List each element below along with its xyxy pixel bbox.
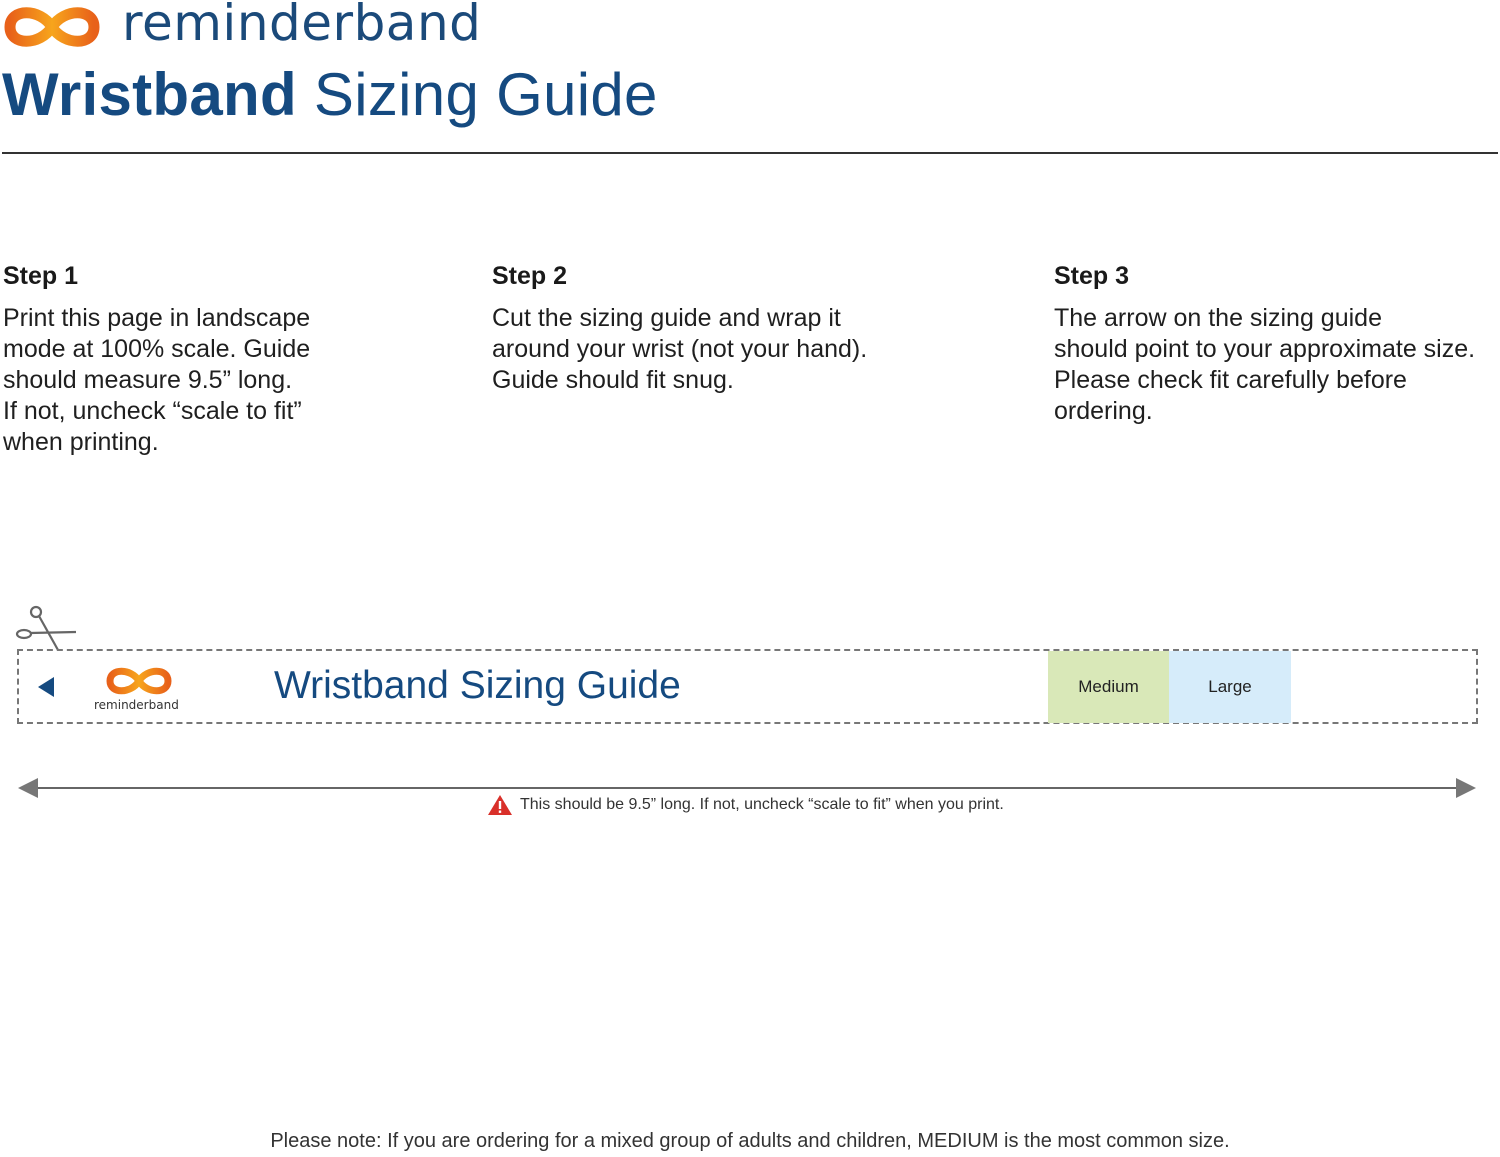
warning-icon xyxy=(487,794,513,816)
infinity-logo-icon xyxy=(2,2,102,52)
step-1-line: should measure 9.5” long. xyxy=(3,366,293,394)
step-1-heading: Step 1 xyxy=(3,262,79,290)
strip-logo-text: reminderband xyxy=(94,698,179,712)
step-3-text xyxy=(1054,303,1494,427)
step-3-line: The arrow on the sizing guide xyxy=(1054,304,1382,332)
arrow-left-icon xyxy=(36,676,56,698)
step-3 xyxy=(1054,262,1494,427)
step-1 xyxy=(3,262,483,458)
scissors-icon xyxy=(14,604,80,654)
size-large-zone xyxy=(1169,651,1291,723)
step-3-line: ordering. xyxy=(1054,397,1153,425)
page-title xyxy=(2,60,658,129)
size-medium-zone xyxy=(1048,651,1169,723)
size-medium-label: Medium xyxy=(1078,677,1139,696)
warning-text: This should be 9.5” long. If not, uncheck “scale to fit” when you print. xyxy=(520,796,1004,813)
step-1-line: If not, uncheck “scale to fit” xyxy=(3,397,302,425)
step-3-line: Please check fit carefully before xyxy=(1054,366,1407,394)
step-2-heading: Step 2 xyxy=(492,262,568,290)
step-2-line: Cut the sizing guide and wrap it xyxy=(492,304,841,332)
page-title-bold: Wristband xyxy=(2,61,297,128)
step-1-line: Print this page in landscape xyxy=(3,304,311,332)
step-2-text xyxy=(492,303,972,396)
step-2 xyxy=(492,262,972,396)
step-2-line: around your wrist (not your hand). xyxy=(492,335,868,363)
page-title-rest: Sizing Guide xyxy=(296,61,658,128)
step-3-line: should point to your approximate size. xyxy=(1054,335,1476,363)
step-1-line: mode at 100% scale. Guide xyxy=(3,335,311,363)
step-1-text xyxy=(3,303,483,458)
step-2-line: Guide should fit snug. xyxy=(492,366,734,394)
brand-name: reminderband xyxy=(122,0,482,52)
size-large-label: Large xyxy=(1208,677,1252,696)
step-3-heading: Step 3 xyxy=(1054,262,1130,290)
header-divider xyxy=(2,152,1498,154)
strip-title: Wristband Sizing Guide xyxy=(274,664,681,707)
step-1-line: when printing. xyxy=(3,428,159,456)
strip-infinity-logo-icon xyxy=(104,664,174,698)
footer-note: Please note: If you are ordering for a mixed group of adults and children, MEDIUM is the most common size. xyxy=(270,1130,1230,1152)
